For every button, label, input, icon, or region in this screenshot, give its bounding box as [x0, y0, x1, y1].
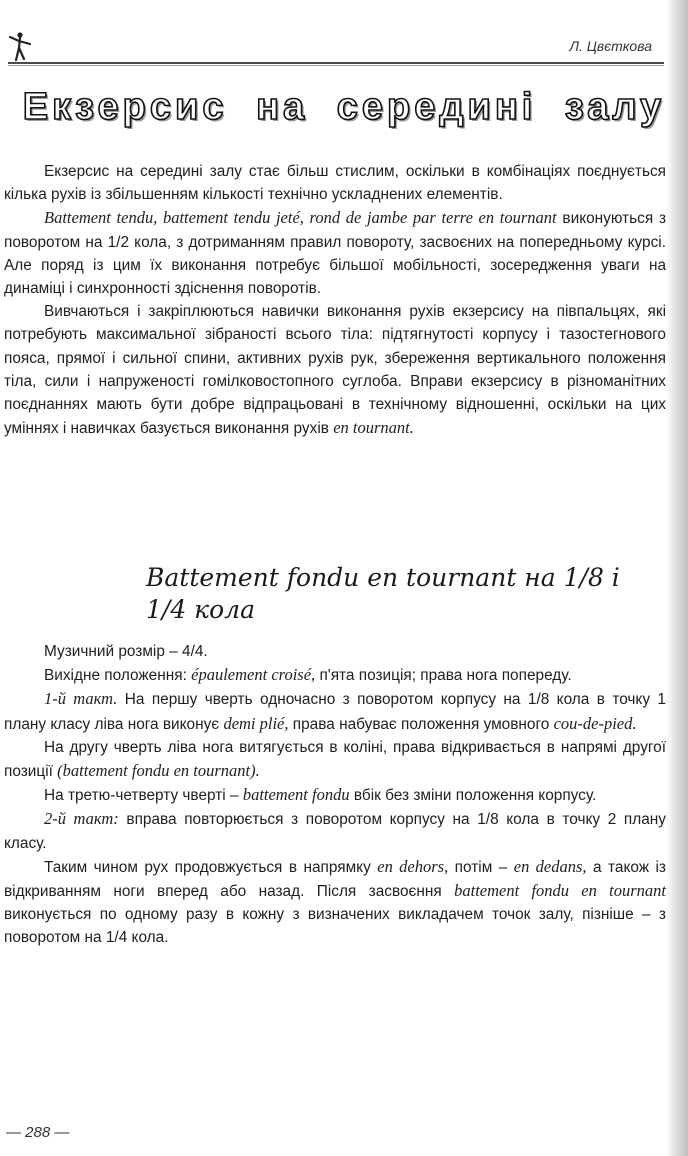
main-paragraph-6: 2-й такт: вправа повторюється з поворотом корпусу на 1/8 кола в точку 2 плану класу.: [4, 809, 666, 852]
term-en-tournant: en tournant.: [333, 418, 414, 438]
main-paragraph-7: Таким чином рух продовжується в напрямку en dehors, потім – en dedans, а також із відкриванням ноги вперед або назад. Після засвоєння battement fondu en tournant виконується по одному разу в кожну з визначених викладачем точок залу, пізніше – з поворотом на 1/4 кола.: [4, 856, 666, 947]
intro-text: [4, 160, 666, 440]
intro-paragraph-1: Екзерсис на середині залу стає більш стислим, оскільки в комбінаціях поєднується кілька рухів із збільшенням кількості технічно ускладнених елементів.: [4, 163, 666, 204]
dancer-silhouette-icon: [6, 26, 36, 66]
main-paragraph-1: Музичний розмір – 4/4.: [44, 643, 208, 660]
intro-paragraph-2: Battement tendu, battement tendu jeté, rond de jambe par terre en tournant виконуються з поворотом на 1/2 кола, з дотриманням правил повороту, засвоєних на попередньому курсі. Але поряд із цим їх виконання потребує більшої мобільності, зосередження уваги на динаміці і синхронності здіснення поворотів.: [4, 208, 666, 298]
main-paragraph-4: На другу чверть ліва нога витягується в коліні, права відкривається в напрямі другої позиції (battement fondu en tournant).: [4, 738, 666, 781]
header-rule: [8, 62, 664, 66]
main-paragraph-5: На третю-четверту чверті – battement fondu вбік без зміни положення корпусу.: [44, 785, 597, 805]
page-number: — 288 —: [6, 1124, 70, 1141]
main-paragraph-2: Вихідне положення: épaulement croisé, п'ята позиція; права нога попереду.: [44, 665, 572, 685]
running-header-author: Л. Цвєткова: [569, 38, 652, 54]
movement-names: Battement tendu, battement tendu jeté, rond de jambe par terre en tournant: [44, 208, 557, 228]
main-paragraph-3: 1-й такт. На першу чверть одночасно з поворотом корпусу на 1/8 кола в точку 1 плану класу ліва нога виконує demi plié, права набуває положення умовного cou-de-pied.: [4, 689, 666, 733]
main-text: [4, 640, 666, 950]
subsection-title: Battement fondu en tournant на 1/8 і 1/4 кола: [146, 563, 620, 624]
page-edge-shadow: [666, 0, 688, 1156]
section-title: Екзерсис на середині залу: [22, 86, 666, 128]
intro-paragraph-3: Вивчаються і закріплюються навички виконання рухів екзерсису на півпальцях, які потребують максимальної зібраності всього тіла: підтягнутості корпусу і тазостегнового пояса, прямої і сильної спини, активних рухів рук, збереження вертикального положення тіла, сили і напруженості гомілковостопного суглоба. Вправи екзерсису в різноманітних поєднаннях мають бути добре відпрацьовані в технічному відношенні, оскільки на цих уміннях і навичках базується виконання рухів en tournant.: [4, 303, 666, 438]
